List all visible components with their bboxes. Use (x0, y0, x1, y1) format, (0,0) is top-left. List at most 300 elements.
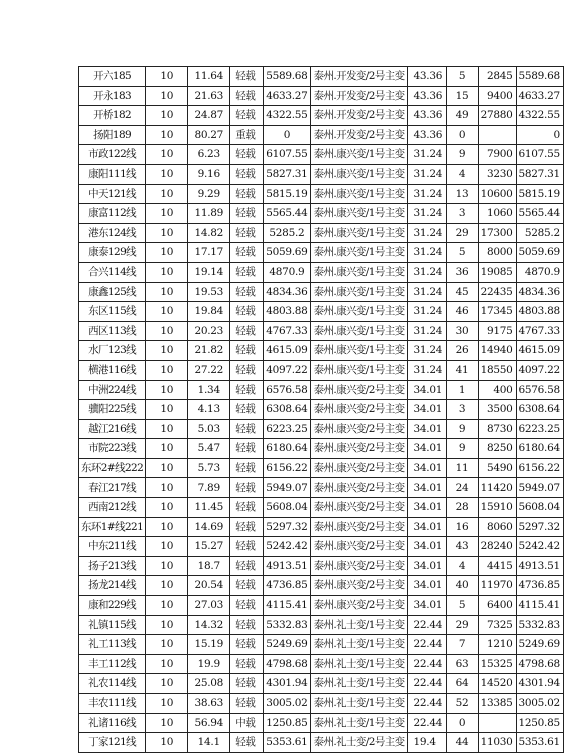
line-name-cell: 横港116线 (79, 360, 146, 380)
transformer-rate-cell: 31.24 (407, 184, 446, 204)
load-status-cell: 轻载 (230, 223, 264, 243)
substation-cell: 泰州.康兴变/2号主变 (310, 556, 407, 576)
line-name-cell: 开六185 (79, 67, 146, 87)
voltage-cell: 10 (146, 400, 188, 420)
total-cell: 28240 (478, 537, 516, 557)
remaining-cell: 4834.36 (516, 282, 563, 302)
voltage-cell: 10 (146, 106, 188, 126)
line-name-cell: 丁家121线 (79, 733, 146, 753)
capacity-cell: 4913.51 (264, 556, 310, 576)
load-status-cell: 轻载 (230, 380, 264, 400)
capacity-cell: 4736.85 (264, 576, 310, 596)
capacity-cell: 5353.61 (264, 733, 310, 753)
line-name-cell: 水厂123线 (79, 341, 146, 361)
remaining-cell: 5827.31 (516, 164, 563, 184)
capacity-cell: 4803.88 (264, 302, 310, 322)
remaining-cell: 4097.22 (516, 360, 563, 380)
remaining-cell: 4301.94 (516, 674, 563, 694)
substation-cell: 泰州.康兴变/1号主变 (310, 184, 407, 204)
count-cell: 26 (446, 341, 478, 361)
load-rate-cell: 21.82 (188, 341, 230, 361)
line-name-cell: 港东124线 (79, 223, 146, 243)
remaining-cell: 5242.42 (516, 537, 563, 557)
load-status-cell: 轻载 (230, 184, 264, 204)
voltage-cell: 10 (146, 184, 188, 204)
load-status-cell: 轻载 (230, 86, 264, 106)
load-rate-cell: 14.69 (188, 517, 230, 537)
count-cell: 3 (446, 204, 478, 224)
load-status-cell: 轻载 (230, 419, 264, 439)
count-cell: 13 (446, 184, 478, 204)
total-cell: 11970 (478, 576, 516, 596)
line-name-cell: 东环1#线221 (79, 517, 146, 537)
load-rate-cell: 6.23 (188, 145, 230, 165)
substation-cell: 泰州.康兴变/2号主变 (310, 419, 407, 439)
remaining-cell: 4736.85 (516, 576, 563, 596)
substation-cell: 泰州.康兴变/2号主变 (310, 576, 407, 596)
line-name-cell: 扬子213线 (79, 556, 146, 576)
capacity-cell: 5285.2 (264, 223, 310, 243)
voltage-cell: 10 (146, 654, 188, 674)
substation-cell: 泰州.康兴变/2号主变 (310, 380, 407, 400)
transformer-rate-cell: 34.01 (407, 576, 446, 596)
line-name-cell: 市政122线 (79, 145, 146, 165)
substation-cell: 泰州.开发变/2号主变 (310, 125, 407, 145)
substation-cell: 泰州.礼士变/2号主变 (310, 733, 407, 753)
total-cell: 6400 (478, 596, 516, 616)
count-cell: 0 (446, 713, 478, 733)
total-cell: 3230 (478, 164, 516, 184)
count-cell: 63 (446, 654, 478, 674)
load-rate-cell: 18.7 (188, 556, 230, 576)
remaining-cell: 5608.04 (516, 498, 563, 518)
transformer-rate-cell: 34.01 (407, 498, 446, 518)
transformer-rate-cell: 22.44 (407, 615, 446, 635)
table-row (79, 302, 564, 322)
load-status-cell: 中载 (230, 713, 264, 733)
table-row (79, 223, 564, 243)
load-status-cell: 轻载 (230, 694, 264, 714)
transformer-rate-cell: 43.36 (407, 125, 446, 145)
capacity-cell: 4633.27 (264, 86, 310, 106)
capacity-cell: 6308.64 (264, 400, 310, 420)
load-status-cell: 轻载 (230, 615, 264, 635)
remaining-cell: 6180.64 (516, 439, 563, 459)
remaining-cell: 5815.19 (516, 184, 563, 204)
total-cell: 15910 (478, 498, 516, 518)
capacity-cell: 5949.07 (264, 478, 310, 498)
total-cell: 1210 (478, 635, 516, 655)
load-status-cell: 轻载 (230, 517, 264, 537)
total-cell: 17300 (478, 223, 516, 243)
table-row (79, 654, 564, 674)
total-cell: 1060 (478, 204, 516, 224)
total-cell: 7325 (478, 615, 516, 635)
voltage-cell: 10 (146, 537, 188, 557)
load-status-cell: 轻载 (230, 341, 264, 361)
transformer-rate-cell: 31.24 (407, 341, 446, 361)
load-rate-cell: 9.16 (188, 164, 230, 184)
voltage-cell: 10 (146, 478, 188, 498)
line-name-cell: 康富112线 (79, 204, 146, 224)
capacity-cell: 5249.69 (264, 635, 310, 655)
transformer-rate-cell: 22.44 (407, 654, 446, 674)
load-status-cell: 轻载 (230, 458, 264, 478)
capacity-cell: 6180.64 (264, 439, 310, 459)
table-row (79, 360, 564, 380)
substation-cell: 泰州.康兴变/2号主变 (310, 478, 407, 498)
table-row (79, 321, 564, 341)
count-cell: 9 (446, 439, 478, 459)
table-row (79, 341, 564, 361)
load-rate-cell: 56.94 (188, 713, 230, 733)
table-row (79, 400, 564, 420)
load-status-cell: 轻载 (230, 733, 264, 753)
transformer-rate-cell: 22.44 (407, 713, 446, 733)
substation-cell: 泰州.礼士变/1号主变 (310, 635, 407, 655)
total-cell: 9175 (478, 321, 516, 341)
substation-cell: 泰州.康兴变/2号主变 (310, 439, 407, 459)
count-cell: 9 (446, 419, 478, 439)
load-status-cell: 轻载 (230, 498, 264, 518)
substation-cell: 泰州.康兴变/2号主变 (310, 498, 407, 518)
voltage-cell: 10 (146, 262, 188, 282)
capacity-cell: 5608.04 (264, 498, 310, 518)
count-cell: 5 (446, 596, 478, 616)
table-row (79, 517, 564, 537)
table-row (79, 282, 564, 302)
capacity-cell: 5297.32 (264, 517, 310, 537)
total-cell: 11030 (478, 733, 516, 753)
line-name-cell: 扬龙214线 (79, 576, 146, 596)
line-name-cell: 康泰129线 (79, 243, 146, 263)
substation-cell: 泰州.礼士变/1号主变 (310, 713, 407, 733)
total-cell: 2845 (478, 67, 516, 87)
total-cell: 9400 (478, 86, 516, 106)
load-rate-cell: 20.54 (188, 576, 230, 596)
transformer-rate-cell: 22.44 (407, 674, 446, 694)
substation-cell: 泰州.康兴变/1号主变 (310, 164, 407, 184)
substation-cell: 泰州.开发变/2号主变 (310, 67, 407, 87)
capacity-cell: 5242.42 (264, 537, 310, 557)
transformer-rate-cell: 34.01 (407, 458, 446, 478)
load-status-cell: 轻载 (230, 537, 264, 557)
substation-cell: 泰州.康兴变/2号主变 (310, 537, 407, 557)
count-cell: 15 (446, 86, 478, 106)
load-rate-cell: 27.22 (188, 360, 230, 380)
load-status-cell: 轻载 (230, 164, 264, 184)
voltage-cell: 10 (146, 694, 188, 714)
substation-cell: 泰州.康兴变/1号主变 (310, 321, 407, 341)
remaining-cell: 5565.44 (516, 204, 563, 224)
capacity-cell: 4322.55 (264, 106, 310, 126)
substation-cell: 泰州.康兴变/1号主变 (310, 360, 407, 380)
line-name-cell: 康鑫125线 (79, 282, 146, 302)
count-cell: 5 (446, 67, 478, 87)
capacity-cell: 6107.55 (264, 145, 310, 165)
total-cell: 13385 (478, 694, 516, 714)
line-name-cell: 礼诸116线 (79, 713, 146, 733)
voltage-cell: 10 (146, 517, 188, 537)
count-cell: 44 (446, 733, 478, 753)
table-row (79, 556, 564, 576)
remaining-cell: 6107.55 (516, 145, 563, 165)
line-name-cell: 西区113线 (79, 321, 146, 341)
total-cell: 14940 (478, 341, 516, 361)
transformer-rate-cell: 34.01 (407, 537, 446, 557)
count-cell: 46 (446, 302, 478, 322)
load-status-cell: 轻载 (230, 204, 264, 224)
count-cell: 30 (446, 321, 478, 341)
load-rate-cell: 5.03 (188, 419, 230, 439)
table-row (79, 86, 564, 106)
table-row (79, 713, 564, 733)
voltage-cell: 10 (146, 125, 188, 145)
line-name-cell: 中洲224线 (79, 380, 146, 400)
table-row (79, 145, 564, 165)
total-cell: 17345 (478, 302, 516, 322)
substation-cell: 泰州.康兴变/1号主变 (310, 302, 407, 322)
voltage-cell: 10 (146, 419, 188, 439)
table-row (79, 380, 564, 400)
count-cell: 7 (446, 635, 478, 655)
transformer-rate-cell: 31.24 (407, 321, 446, 341)
total-cell: 8000 (478, 243, 516, 263)
transformer-rate-cell: 43.36 (407, 67, 446, 87)
line-name-cell: 礼镇115线 (79, 615, 146, 635)
substation-cell: 泰州.康兴变/2号主变 (310, 517, 407, 537)
line-name-cell: 扬阳189 (79, 125, 146, 145)
load-status-cell: 重载 (230, 125, 264, 145)
count-cell: 29 (446, 615, 478, 635)
load-status-cell: 轻载 (230, 262, 264, 282)
transformer-rate-cell: 34.01 (407, 556, 446, 576)
line-name-cell: 合兴114线 (79, 262, 146, 282)
remaining-cell: 6308.64 (516, 400, 563, 420)
capacity-cell: 4115.41 (264, 596, 310, 616)
table-row (79, 615, 564, 635)
load-status-cell: 轻载 (230, 67, 264, 87)
substation-cell: 泰州.康兴变/2号主变 (310, 596, 407, 616)
total-cell: 10600 (478, 184, 516, 204)
load-status-cell: 轻载 (230, 106, 264, 126)
table-row (79, 674, 564, 694)
load-status-cell: 轻载 (230, 400, 264, 420)
transformer-rate-cell: 34.01 (407, 400, 446, 420)
load-rate-cell: 19.14 (188, 262, 230, 282)
table-row (79, 419, 564, 439)
transformer-rate-cell: 43.36 (407, 86, 446, 106)
remaining-cell: 5249.69 (516, 635, 563, 655)
transformer-rate-cell: 31.24 (407, 223, 446, 243)
voltage-cell: 10 (146, 164, 188, 184)
voltage-cell: 10 (146, 615, 188, 635)
count-cell: 43 (446, 537, 478, 557)
line-name-cell: 越江216线 (79, 419, 146, 439)
substation-cell: 泰州.康兴变/1号主变 (310, 223, 407, 243)
load-status-cell: 轻载 (230, 596, 264, 616)
line-name-cell: 东区115线 (79, 302, 146, 322)
count-cell: 64 (446, 674, 478, 694)
load-rate-cell: 5.73 (188, 458, 230, 478)
voltage-cell: 10 (146, 282, 188, 302)
load-status-cell: 轻载 (230, 576, 264, 596)
count-cell: 52 (446, 694, 478, 714)
transformer-rate-cell: 31.24 (407, 262, 446, 282)
table-row (79, 106, 564, 126)
total-cell: 4415 (478, 556, 516, 576)
voltage-cell: 10 (146, 321, 188, 341)
load-rate-cell: 20.23 (188, 321, 230, 341)
substation-cell: 泰州.礼士变/1号主变 (310, 654, 407, 674)
total-cell: 3500 (478, 400, 516, 420)
count-cell: 3 (446, 400, 478, 420)
capacity-cell: 4615.09 (264, 341, 310, 361)
load-rate-cell: 11.45 (188, 498, 230, 518)
capacity-cell: 5059.69 (264, 243, 310, 263)
remaining-cell: 6223.25 (516, 419, 563, 439)
remaining-cell: 5353.61 (516, 733, 563, 753)
table-row (79, 458, 564, 478)
table-row (79, 262, 564, 282)
total-cell: 8060 (478, 517, 516, 537)
voltage-cell: 10 (146, 458, 188, 478)
remaining-cell: 5297.32 (516, 517, 563, 537)
transformer-rate-cell: 34.01 (407, 478, 446, 498)
load-rate-cell: 21.63 (188, 86, 230, 106)
transformer-rate-cell: 31.24 (407, 164, 446, 184)
total-cell: 400 (478, 380, 516, 400)
count-cell: 24 (446, 478, 478, 498)
table-row (79, 478, 564, 498)
remaining-cell: 4115.41 (516, 596, 563, 616)
substation-cell: 泰州.康兴变/1号主变 (310, 204, 407, 224)
line-name-cell: 康和229线 (79, 596, 146, 616)
line-name-cell: 市院223线 (79, 439, 146, 459)
capacity-cell: 5827.31 (264, 164, 310, 184)
voltage-cell: 10 (146, 674, 188, 694)
capacity-cell: 4097.22 (264, 360, 310, 380)
remaining-cell: 6156.22 (516, 458, 563, 478)
transformer-rate-cell: 31.24 (407, 145, 446, 165)
table-body (79, 67, 564, 753)
count-cell: 1 (446, 380, 478, 400)
capacity-cell: 5565.44 (264, 204, 310, 224)
load-rate-cell: 15.27 (188, 537, 230, 557)
remaining-cell: 5589.68 (516, 67, 563, 87)
substation-cell: 泰州.康兴变/1号主变 (310, 262, 407, 282)
voltage-cell: 10 (146, 302, 188, 322)
total-cell: 18550 (478, 360, 516, 380)
capacity-cell: 5815.19 (264, 184, 310, 204)
total-cell: 27880 (478, 106, 516, 126)
substation-cell: 泰州.康兴变/2号主变 (310, 400, 407, 420)
line-name-cell: 礼工113线 (79, 635, 146, 655)
capacity-cell: 4870.9 (264, 262, 310, 282)
table-row (79, 498, 564, 518)
remaining-cell: 4767.33 (516, 321, 563, 341)
voltage-cell: 10 (146, 713, 188, 733)
load-rate-cell: 7.89 (188, 478, 230, 498)
remaining-cell: 4798.68 (516, 654, 563, 674)
transformer-rate-cell: 34.01 (407, 380, 446, 400)
count-cell: 36 (446, 262, 478, 282)
table-row (79, 67, 564, 87)
count-cell: 41 (446, 360, 478, 380)
load-status-cell: 轻载 (230, 439, 264, 459)
transformer-rate-cell: 34.01 (407, 419, 446, 439)
line-name-cell: 礼农114线 (79, 674, 146, 694)
voltage-cell: 10 (146, 341, 188, 361)
load-rate-cell: 11.89 (188, 204, 230, 224)
total-cell (478, 125, 516, 145)
load-rate-cell: 4.13 (188, 400, 230, 420)
load-rate-cell: 25.08 (188, 674, 230, 694)
capacity-cell: 3005.02 (264, 694, 310, 714)
line-name-cell: 骥阳225线 (79, 400, 146, 420)
voltage-cell: 10 (146, 223, 188, 243)
load-status-cell: 轻载 (230, 654, 264, 674)
transformer-rate-cell: 22.44 (407, 635, 446, 655)
voltage-cell: 10 (146, 204, 188, 224)
line-name-cell: 春江217线 (79, 478, 146, 498)
load-rate-cell: 5.47 (188, 439, 230, 459)
table-row (79, 635, 564, 655)
remaining-cell: 4803.88 (516, 302, 563, 322)
table-row (79, 596, 564, 616)
load-rate-cell: 80.27 (188, 125, 230, 145)
voltage-cell: 10 (146, 576, 188, 596)
transformer-rate-cell: 34.01 (407, 596, 446, 616)
count-cell: 0 (446, 125, 478, 145)
total-cell: 11420 (478, 478, 516, 498)
line-name-cell: 开桥182 (79, 106, 146, 126)
total-cell: 22435 (478, 282, 516, 302)
capacity-cell: 4798.68 (264, 654, 310, 674)
load-rate-cell: 9.29 (188, 184, 230, 204)
remaining-cell: 3005.02 (516, 694, 563, 714)
table-row (79, 243, 564, 263)
load-status-cell: 轻载 (230, 282, 264, 302)
capacity-cell: 4301.94 (264, 674, 310, 694)
voltage-cell: 10 (146, 596, 188, 616)
capacity-cell: 0 (264, 125, 310, 145)
load-rate-cell: 19.84 (188, 302, 230, 322)
voltage-cell: 10 (146, 67, 188, 87)
load-rate-cell: 14.82 (188, 223, 230, 243)
load-status-cell: 轻载 (230, 243, 264, 263)
transformer-rate-cell: 22.44 (407, 694, 446, 714)
load-status-cell: 轻载 (230, 635, 264, 655)
load-rate-cell: 17.17 (188, 243, 230, 263)
table-row (79, 164, 564, 184)
remaining-cell: 5059.69 (516, 243, 563, 263)
remaining-cell: 1250.85 (516, 713, 563, 733)
total-cell: 19085 (478, 262, 516, 282)
count-cell: 5 (446, 243, 478, 263)
substation-cell: 泰州.康兴变/2号主变 (310, 458, 407, 478)
capacity-cell: 5332.83 (264, 615, 310, 635)
total-cell: 5490 (478, 458, 516, 478)
substation-cell: 泰州.开发变/2号主变 (310, 86, 407, 106)
load-rate-cell: 11.64 (188, 67, 230, 87)
table-row (79, 184, 564, 204)
line-name-cell: 中东211线 (79, 537, 146, 557)
load-rate-cell: 24.87 (188, 106, 230, 126)
remaining-cell: 4633.27 (516, 86, 563, 106)
substation-cell: 泰州.康兴变/1号主变 (310, 145, 407, 165)
count-cell: 45 (446, 282, 478, 302)
